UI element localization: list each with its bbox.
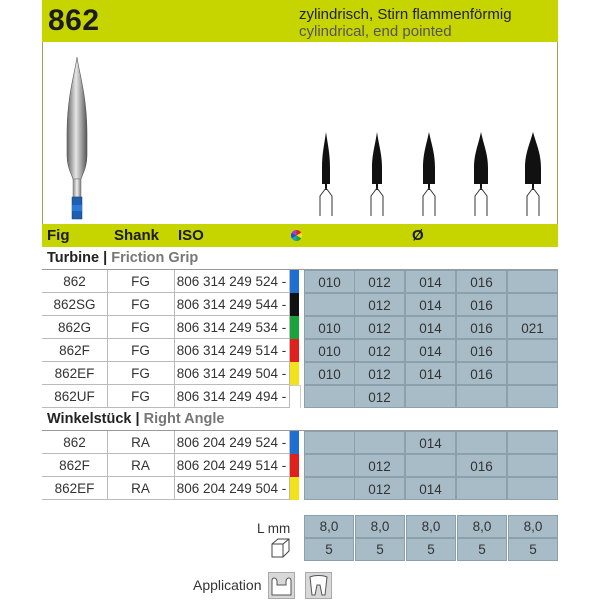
col-header-fig: Fig bbox=[47, 227, 70, 244]
diameter-cell bbox=[405, 454, 456, 477]
diameter-cell bbox=[507, 454, 558, 477]
package-quantity-value: 5 bbox=[355, 538, 405, 561]
iso-cell: 806 204 249 504 - bbox=[174, 477, 289, 500]
column-divider bbox=[289, 362, 290, 385]
column-divider bbox=[289, 270, 290, 293]
column-divider bbox=[107, 270, 108, 293]
table-row bbox=[42, 362, 558, 385]
table-row bbox=[42, 431, 558, 454]
shank-cell: FG bbox=[107, 362, 174, 385]
shank-cell: FG bbox=[107, 270, 174, 293]
column-divider bbox=[174, 431, 175, 454]
color-code-swatch bbox=[289, 316, 299, 339]
group-title-sub: Right Angle bbox=[143, 411, 225, 427]
diameter-cell: 014 bbox=[405, 431, 456, 454]
diameter-cell: 012 bbox=[354, 339, 405, 362]
diameter-cell: 016 bbox=[456, 454, 507, 477]
diameter-cell: 012 bbox=[354, 454, 405, 477]
diameter-cell: 014 bbox=[405, 293, 456, 316]
diameter-cell bbox=[507, 293, 558, 316]
package-icon bbox=[269, 537, 291, 559]
group-title bbox=[47, 411, 224, 427]
diameter-cell bbox=[304, 477, 355, 500]
length-label: L mm bbox=[257, 521, 291, 536]
diameter-cell: 016 bbox=[456, 270, 507, 293]
column-divider bbox=[174, 477, 175, 500]
diameter-cell: 014 bbox=[405, 316, 456, 339]
group-title-separator: | bbox=[131, 411, 144, 427]
description-english: cylindrical, end pointed bbox=[299, 23, 452, 40]
column-divider bbox=[174, 362, 175, 385]
fig-cell: 862UF bbox=[42, 385, 107, 408]
column-divider bbox=[174, 293, 175, 316]
group-header bbox=[42, 408, 558, 431]
diameter-cell: 016 bbox=[456, 293, 507, 316]
column-divider bbox=[174, 270, 175, 293]
package-quantity-value: 5 bbox=[406, 538, 456, 561]
application-label: Application bbox=[193, 577, 262, 593]
shank-cell: FG bbox=[107, 385, 174, 408]
diameter-cell bbox=[304, 454, 355, 477]
length-value: 8,0 bbox=[406, 515, 456, 538]
silhouette-016-icon bbox=[468, 132, 494, 217]
column-divider bbox=[174, 454, 175, 477]
color-code-swatch bbox=[289, 477, 299, 500]
diameter-cell: 010 bbox=[304, 339, 355, 362]
column-divider bbox=[107, 454, 108, 477]
fig-cell: 862EF bbox=[42, 477, 107, 500]
bur-illustration bbox=[62, 55, 92, 223]
column-divider bbox=[174, 385, 175, 408]
table-row bbox=[42, 477, 558, 500]
diameter-cell bbox=[507, 362, 558, 385]
fig-cell: 862F bbox=[42, 454, 107, 477]
description-german: zylindrisch, Stirn flammenförmig bbox=[299, 6, 512, 23]
diameter-cell bbox=[354, 431, 405, 454]
shank-cell: FG bbox=[107, 339, 174, 362]
length-value: 8,0 bbox=[508, 515, 558, 538]
silhouette-010-icon bbox=[315, 132, 337, 217]
diameter-cell bbox=[456, 477, 507, 500]
iso-cell: 806 204 249 524 - bbox=[174, 431, 289, 454]
silhouette-014-icon bbox=[417, 132, 441, 217]
column-divider bbox=[289, 454, 290, 477]
group-title-main: Turbine bbox=[47, 250, 100, 266]
group-title bbox=[47, 250, 198, 266]
iso-cell: 806 314 249 514 - bbox=[174, 339, 289, 362]
diameter-cell: 010 bbox=[304, 270, 355, 293]
diameter-cell: 014 bbox=[405, 477, 456, 500]
shank-cell: RA bbox=[107, 431, 174, 454]
diameter-cell bbox=[456, 385, 507, 408]
package-quantity-value: 5 bbox=[508, 538, 558, 561]
diameter-cell: 012 bbox=[354, 293, 405, 316]
tooth-crown-icon bbox=[268, 572, 295, 599]
column-divider bbox=[107, 362, 108, 385]
iso-cell: 806 314 249 504 - bbox=[174, 362, 289, 385]
diameter-cell: 014 bbox=[405, 362, 456, 385]
group-title-main: Winkelstück bbox=[47, 411, 132, 427]
table-row bbox=[42, 316, 558, 339]
tooth-cavity-icon bbox=[305, 572, 332, 599]
col-header-iso: ISO bbox=[178, 227, 204, 244]
column-divider bbox=[107, 431, 108, 454]
col-header-shank: Shank bbox=[114, 227, 160, 244]
diameter-cell: 016 bbox=[456, 339, 507, 362]
fig-cell: 862G bbox=[42, 316, 107, 339]
table-row bbox=[42, 270, 558, 293]
col-header-diameter: Ø bbox=[412, 227, 424, 244]
diameter-cell: 014 bbox=[405, 339, 456, 362]
diameter-cell: 012 bbox=[354, 477, 405, 500]
color-code-swatch bbox=[289, 270, 299, 293]
color-code-swatch bbox=[289, 362, 299, 385]
iso-cell: 806 314 249 494 - bbox=[174, 385, 289, 408]
shank-cell: RA bbox=[107, 454, 174, 477]
diameter-cell: 010 bbox=[304, 316, 355, 339]
fig-cell: 862SG bbox=[42, 293, 107, 316]
package-quantity-value: 5 bbox=[304, 538, 354, 561]
column-divider bbox=[107, 385, 108, 408]
shank-cell: FG bbox=[107, 293, 174, 316]
fig-cell: 862 bbox=[42, 431, 107, 454]
color-code-swatch bbox=[289, 293, 299, 316]
iso-cell: 806 314 249 524 - bbox=[174, 270, 289, 293]
diameter-cell bbox=[304, 431, 355, 454]
diameter-cell: 012 bbox=[354, 316, 405, 339]
table-row bbox=[42, 385, 558, 408]
diameter-cell: 021 bbox=[507, 316, 558, 339]
diameter-cell bbox=[507, 339, 558, 362]
diameter-cell bbox=[507, 270, 558, 293]
shank-cell: FG bbox=[107, 316, 174, 339]
diameter-cell: 016 bbox=[456, 316, 507, 339]
color-code-swatch bbox=[289, 431, 299, 454]
column-divider bbox=[289, 431, 290, 454]
color-wheel-icon bbox=[291, 230, 302, 241]
column-divider bbox=[289, 339, 290, 362]
iso-cell: 806 204 249 514 - bbox=[174, 454, 289, 477]
diameter-cell bbox=[507, 385, 558, 408]
column-divider bbox=[107, 293, 108, 316]
diameter-cell: 012 bbox=[354, 270, 405, 293]
package-quantity-value: 5 bbox=[457, 538, 507, 561]
column-divider bbox=[174, 339, 175, 362]
diameter-cell bbox=[304, 385, 355, 408]
group-header bbox=[42, 247, 558, 270]
diameter-cell bbox=[507, 477, 558, 500]
fig-cell: 862 bbox=[42, 270, 107, 293]
iso-cell: 806 314 249 544 - bbox=[174, 293, 289, 316]
diameter-cell bbox=[405, 385, 456, 408]
diameter-cell bbox=[507, 431, 558, 454]
diameter-cell: 012 bbox=[354, 385, 405, 408]
column-divider bbox=[289, 385, 290, 408]
color-code-swatch bbox=[289, 385, 301, 410]
column-divider bbox=[289, 293, 290, 316]
column-divider bbox=[289, 316, 290, 339]
fig-cell: 862EF bbox=[42, 362, 107, 385]
diameter-cell bbox=[304, 293, 355, 316]
length-value: 8,0 bbox=[355, 515, 405, 538]
diameter-cell: 014 bbox=[405, 270, 456, 293]
iso-cell: 806 314 249 534 - bbox=[174, 316, 289, 339]
shank-cell: RA bbox=[107, 477, 174, 500]
length-value: 8,0 bbox=[304, 515, 354, 538]
diameter-cell: 010 bbox=[304, 362, 355, 385]
group-title-sub: Friction Grip bbox=[111, 250, 199, 266]
column-divider bbox=[107, 339, 108, 362]
length-value: 8,0 bbox=[457, 515, 507, 538]
diameter-cell: 016 bbox=[456, 362, 507, 385]
silhouette-021-icon bbox=[519, 132, 547, 217]
column-divider bbox=[174, 316, 175, 339]
table-row bbox=[42, 339, 558, 362]
column-divider bbox=[107, 316, 108, 339]
table-row bbox=[42, 293, 558, 316]
table-header bbox=[42, 224, 558, 247]
column-divider bbox=[289, 477, 290, 500]
table-row bbox=[42, 454, 558, 477]
fig-cell: 862F bbox=[42, 339, 107, 362]
silhouette-012-icon bbox=[365, 132, 389, 217]
color-code-swatch bbox=[289, 339, 299, 362]
color-code-swatch bbox=[289, 454, 299, 477]
diameter-cell bbox=[456, 431, 507, 454]
figure-number: 862 bbox=[48, 4, 100, 37]
group-title-separator: | bbox=[99, 250, 112, 266]
column-divider bbox=[107, 477, 108, 500]
diameter-cell: 012 bbox=[354, 362, 405, 385]
